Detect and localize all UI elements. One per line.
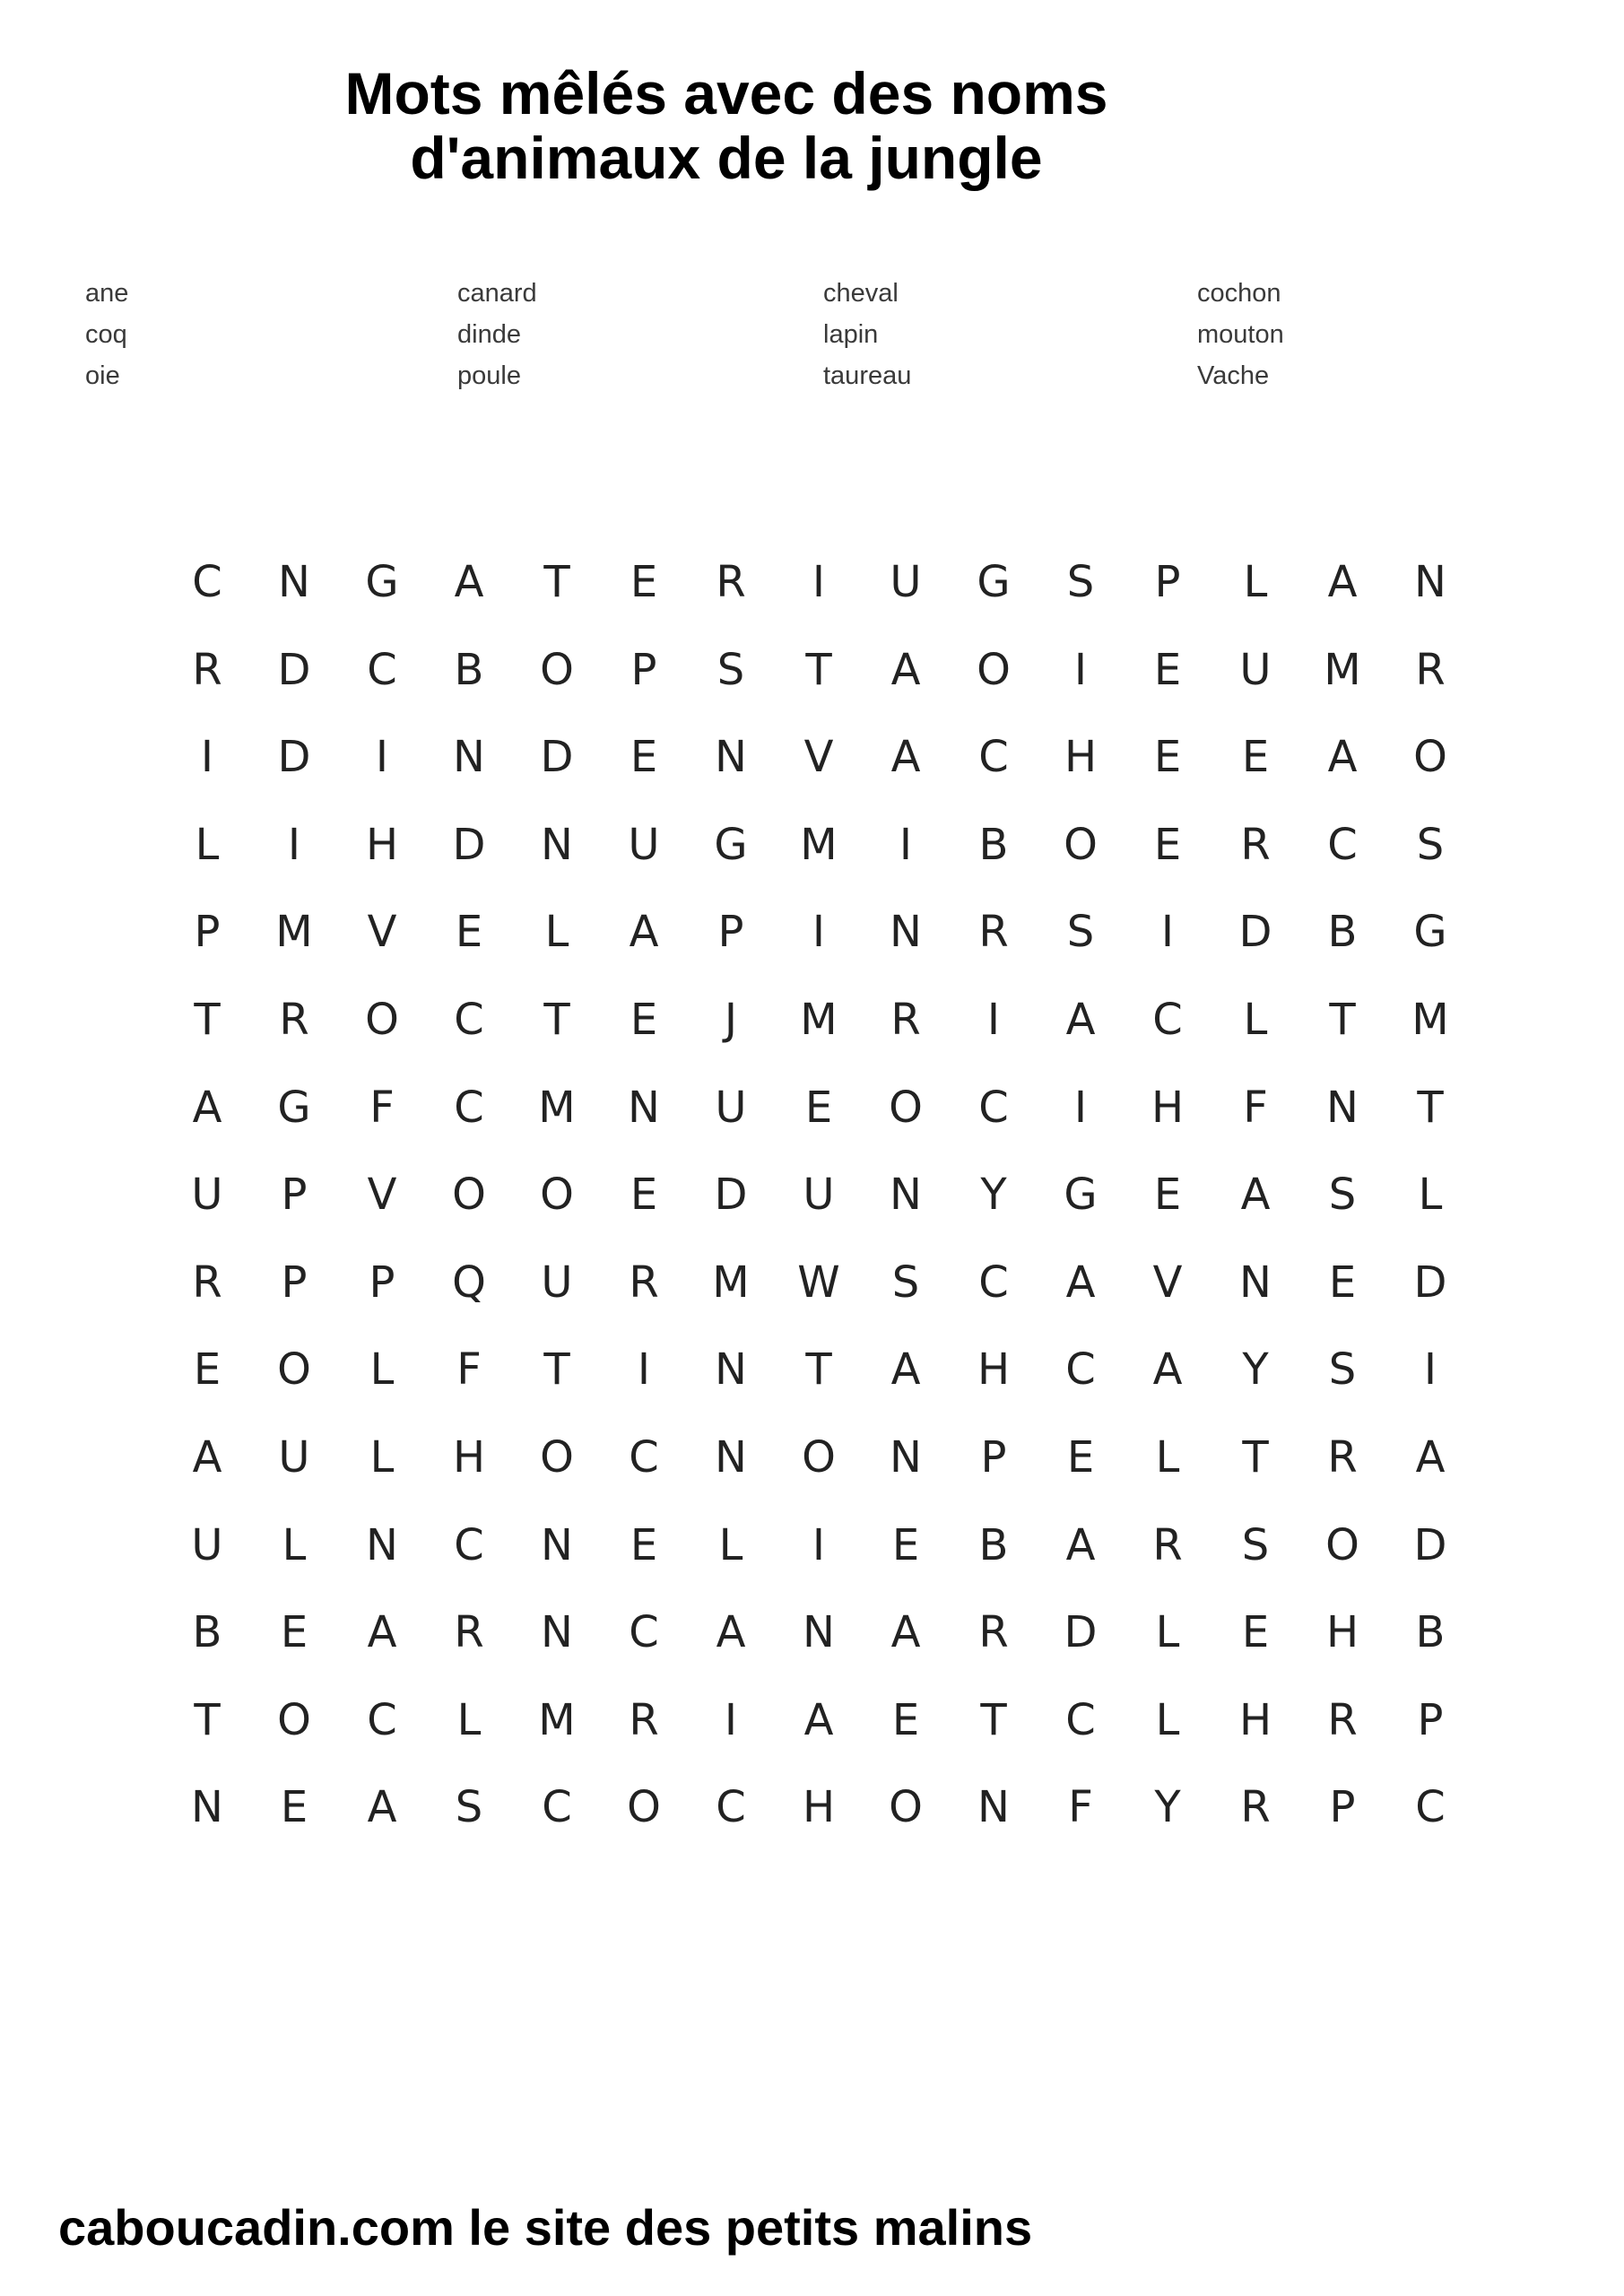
grid-letter: O	[540, 1432, 574, 1483]
word-list-item: lapin	[823, 320, 879, 349]
grid-letter: V	[367, 907, 397, 957]
grid-letter: I	[287, 820, 301, 870]
grid-letter: L	[1418, 1170, 1443, 1220]
grid-letter: O	[277, 1344, 311, 1395]
grid-letter: N	[977, 1782, 1010, 1832]
grid-letter: E	[280, 1782, 308, 1832]
grid-letter: N	[803, 1607, 835, 1657]
grid-letter: F	[369, 1083, 395, 1133]
grid-letter: N	[628, 1083, 660, 1133]
grid-letter: C	[1327, 820, 1358, 870]
grid-letter: C	[454, 1520, 484, 1570]
grid-letter: R	[978, 907, 1009, 957]
word-list-item: mouton	[1197, 320, 1284, 349]
grid-letter: P	[630, 645, 657, 695]
grid-letter: U	[803, 1170, 835, 1220]
grid-letter: C	[716, 1782, 746, 1832]
grid-letter: J	[724, 995, 738, 1045]
word-list-item: ane	[85, 279, 129, 308]
grid-letter: R	[1327, 1695, 1358, 1745]
grid-letter: A	[803, 1695, 834, 1745]
grid-letter: O	[277, 1695, 311, 1745]
grid-letter: T	[543, 557, 570, 607]
grid-letter: L	[456, 1695, 482, 1745]
grid-letter: E	[630, 995, 658, 1045]
grid-letter: A	[367, 1607, 397, 1657]
footer-text: caboucadin.com le site des petits malins	[58, 2199, 1033, 2256]
grid-letter: R	[192, 1257, 222, 1308]
grid-letter: L	[195, 820, 220, 870]
grid-letter: Y	[1154, 1782, 1181, 1832]
grid-letter: E	[1153, 1170, 1182, 1220]
grid-letter: S	[1328, 1344, 1357, 1395]
word-list	[85, 278, 1448, 413]
grid-letter: R	[716, 557, 746, 607]
grid-letter: S	[455, 1782, 483, 1832]
grid-letter: A	[367, 1782, 397, 1832]
grid-letter: U	[191, 1520, 223, 1570]
grid-letter: R	[629, 1695, 659, 1745]
grid-letter: P	[980, 1432, 1007, 1483]
grid-letter: P	[369, 1257, 395, 1308]
grid-letter: D	[714, 1170, 748, 1220]
grid-letter: N	[191, 1782, 223, 1832]
grid-letter: U	[715, 1083, 747, 1133]
grid-letter: G	[277, 1083, 311, 1133]
grid-letter: I	[724, 1695, 738, 1745]
grid-letter: E	[1153, 732, 1182, 782]
grid-letter: O	[365, 995, 399, 1045]
grid-letter: G	[365, 557, 399, 607]
grid-letter: P	[281, 1257, 308, 1308]
grid-letter: L	[1155, 1432, 1180, 1483]
grid-letter: O	[802, 1432, 836, 1483]
grid-letter: S	[1416, 820, 1445, 870]
grid-letter: E	[1153, 820, 1182, 870]
grid-letter: U	[191, 1170, 223, 1220]
grid-letter: Q	[452, 1257, 486, 1308]
grid-letter: R	[1240, 1782, 1271, 1832]
grid-letter: H	[1238, 1695, 1272, 1745]
grid-letter: C	[1065, 1695, 1096, 1745]
grid-letter: T	[1417, 1083, 1444, 1133]
grid-letter: Y	[980, 1170, 1007, 1220]
grid-letter: R	[1415, 645, 1446, 695]
grid-letter: D	[1238, 907, 1272, 957]
word-list-item: oie	[85, 361, 120, 390]
word-list-item: dinde	[457, 320, 521, 349]
grid-letter: C	[978, 1083, 1009, 1133]
grid-letter: A	[1327, 732, 1358, 782]
grid-letter: A	[890, 732, 921, 782]
grid-letter: O	[627, 1782, 661, 1832]
grid-letter: S	[1066, 557, 1095, 607]
grid-letter: M	[800, 995, 838, 1045]
grid-letter: S	[1066, 907, 1095, 957]
grid-letter: A	[1065, 1257, 1096, 1308]
grid-letter: B	[192, 1607, 222, 1657]
grid-letter: A	[1327, 557, 1358, 607]
grid-letter: P	[1154, 557, 1181, 607]
grid-letter: U	[278, 1432, 310, 1483]
grid-letter: B	[1415, 1607, 1446, 1657]
grid-letter: N	[1326, 1083, 1359, 1133]
grid-letter: N	[715, 732, 747, 782]
grid-letter: O	[889, 1083, 923, 1133]
grid-letter: L	[1243, 995, 1268, 1045]
grid-letter: E	[1066, 1432, 1095, 1483]
grid-letter: C	[629, 1432, 659, 1483]
grid-letter: S	[891, 1257, 920, 1308]
grid-letter: D	[1413, 1257, 1447, 1308]
grid-letter: T	[805, 1344, 832, 1395]
grid-letter: A	[629, 907, 659, 957]
grid-letter: R	[890, 995, 921, 1045]
grid-letter: O	[1325, 1520, 1359, 1570]
grid-letter: Y	[1242, 1344, 1269, 1395]
word-list-item: poule	[457, 361, 521, 390]
grid-letter: I	[812, 907, 826, 957]
page-title-line-1: Mots mêlés avec des noms	[344, 60, 1108, 126]
grid-letter: R	[629, 1257, 659, 1308]
grid-letter: C	[978, 732, 1009, 782]
grid-letter: R	[454, 1607, 484, 1657]
page-title	[206, 61, 1246, 190]
grid-letter: W	[797, 1257, 840, 1308]
grid-letter: I	[812, 557, 826, 607]
grid-letter: T	[980, 1695, 1007, 1745]
grid-letter: L	[718, 1520, 743, 1570]
grid-letter: E	[630, 1170, 658, 1220]
grid-letter: A	[890, 1607, 921, 1657]
grid-letter: H	[452, 1432, 486, 1483]
grid-letter: O	[540, 1170, 574, 1220]
letter-grid	[163, 538, 1463, 1861]
grid-letter: L	[1243, 557, 1268, 607]
grid-letter: I	[1073, 645, 1088, 695]
grid-letter: L	[544, 907, 569, 957]
grid-letter: H	[365, 820, 399, 870]
grid-letter: P	[281, 1170, 308, 1220]
grid-letter: A	[716, 1607, 746, 1657]
grid-letter: G	[977, 557, 1011, 607]
grid-letter: A	[192, 1432, 222, 1483]
grid-letter: V	[367, 1170, 397, 1220]
grid-letter: R	[192, 645, 222, 695]
grid-letter: R	[1327, 1432, 1358, 1483]
grid-letter: D	[1064, 1607, 1098, 1657]
word-list-item: canard	[457, 279, 537, 308]
grid-letter: D	[452, 820, 486, 870]
word-list-item: cochon	[1197, 279, 1281, 308]
grid-letter: A	[1152, 1344, 1183, 1395]
grid-letter: L	[369, 1432, 395, 1483]
grid-letter: O	[889, 1782, 923, 1832]
grid-letter: U	[890, 557, 922, 607]
grid-letter: M	[538, 1083, 576, 1133]
grid-letter: E	[280, 1607, 308, 1657]
grid-letter: G	[1413, 907, 1447, 957]
grid-letter: E	[455, 907, 483, 957]
grid-letter: N	[890, 1170, 922, 1220]
grid-letter: T	[543, 995, 570, 1045]
grid-letter: N	[1239, 1257, 1272, 1308]
grid-letter: N	[541, 1520, 573, 1570]
grid-letter: E	[1328, 1257, 1357, 1308]
grid-letter: R	[279, 995, 309, 1045]
grid-letter: R	[1152, 1520, 1183, 1570]
grid-letter: S	[716, 645, 745, 695]
grid-letter: A	[454, 557, 484, 607]
grid-letter: I	[200, 732, 214, 782]
grid-letter: I	[1160, 907, 1175, 957]
grid-letter: N	[890, 907, 922, 957]
grid-letter: C	[367, 645, 397, 695]
grid-letter: A	[890, 645, 921, 695]
grid-letter: F	[1068, 1782, 1093, 1832]
grid-letter: C	[454, 995, 484, 1045]
grid-letter: R	[978, 1607, 1009, 1657]
grid-letter: M	[538, 1695, 576, 1745]
grid-letter: C	[629, 1607, 659, 1657]
grid-letter: I	[1073, 1083, 1088, 1133]
grid-letter: B	[978, 1520, 1009, 1570]
grid-letter: C	[1065, 1344, 1096, 1395]
page-title-line-2: d'animaux de la jungle	[410, 125, 1043, 191]
grid-letter: P	[717, 907, 744, 957]
grid-letter: P	[194, 907, 221, 957]
grid-letter: A	[192, 1083, 222, 1133]
grid-letter: M	[1324, 645, 1361, 695]
grid-letter: H	[1064, 732, 1098, 782]
grid-letter: G	[1064, 1170, 1098, 1220]
grid-letter: M	[800, 820, 838, 870]
grid-letter: E	[891, 1695, 920, 1745]
grid-letter: D	[277, 732, 311, 782]
grid-letter: T	[1242, 1432, 1269, 1483]
grid-letter: R	[1240, 820, 1271, 870]
grid-letter: A	[1065, 995, 1096, 1045]
grid-letter: B	[454, 645, 484, 695]
grid-letter: N	[453, 732, 485, 782]
grid-letter: C	[1415, 1782, 1446, 1832]
grid-letter: U	[1239, 645, 1272, 695]
grid-letter: I	[899, 820, 913, 870]
grid-letter: S	[1328, 1170, 1357, 1220]
grid-letter: C	[542, 1782, 572, 1832]
grid-letter: N	[541, 820, 573, 870]
grid-letter: P	[1329, 1782, 1356, 1832]
word-list-item: taureau	[823, 361, 912, 390]
grid-letter: F	[1243, 1083, 1268, 1133]
grid-letter: E	[891, 1520, 920, 1570]
grid-letter: T	[194, 1695, 221, 1745]
grid-letter: O	[1413, 732, 1447, 782]
grid-letter: V	[803, 732, 834, 782]
grid-letter: U	[628, 820, 660, 870]
grid-letter: D	[1413, 1520, 1447, 1570]
grid-letter: A	[1240, 1170, 1271, 1220]
grid-letter: O	[452, 1170, 486, 1220]
grid-letter: N	[366, 1520, 398, 1570]
grid-letter: T	[1329, 995, 1356, 1045]
grid-letter: L	[282, 1520, 307, 1570]
grid-letter: V	[1152, 1257, 1183, 1308]
grid-letter: M	[1411, 995, 1449, 1045]
grid-letter: E	[630, 557, 658, 607]
grid-letter: M	[712, 1257, 750, 1308]
grid-letter: S	[1241, 1520, 1270, 1570]
grid-letter: I	[375, 732, 389, 782]
grid-letter: T	[194, 995, 221, 1045]
grid-letter: D	[540, 732, 574, 782]
grid-letter: H	[1151, 1083, 1185, 1133]
grid-letter: I	[986, 995, 1001, 1045]
grid-letter: F	[456, 1344, 482, 1395]
grid-letter: N	[890, 1432, 922, 1483]
grid-letter: H	[977, 1344, 1011, 1395]
grid-letter: N	[541, 1607, 573, 1657]
grid-letter: L	[369, 1344, 395, 1395]
grid-letter: N	[278, 557, 310, 607]
grid-letter: E	[193, 1344, 221, 1395]
grid-letter: C	[192, 557, 222, 607]
grid-letter: C	[1152, 995, 1183, 1045]
grid-letter: C	[367, 1695, 397, 1745]
grid-letter: I	[637, 1344, 651, 1395]
grid-letter: O	[540, 645, 574, 695]
grid-letter: C	[978, 1257, 1009, 1308]
grid-letter: I	[812, 1520, 826, 1570]
grid-letter: H	[1325, 1607, 1359, 1657]
grid-letter: N	[715, 1344, 747, 1395]
grid-letter: H	[802, 1782, 836, 1832]
grid-letter: A	[1065, 1520, 1096, 1570]
grid-letter: E	[630, 1520, 658, 1570]
grid-letter: L	[1155, 1607, 1180, 1657]
grid-letter: U	[541, 1257, 573, 1308]
grid-letter: G	[714, 820, 748, 870]
grid-letter: N	[715, 1432, 747, 1483]
grid-letter: A	[1415, 1432, 1446, 1483]
word-list-item: cheval	[823, 279, 899, 308]
grid-letter: E	[1153, 645, 1182, 695]
grid-letter: A	[890, 1344, 921, 1395]
grid-letter: E	[1241, 1607, 1270, 1657]
grid-letter: D	[277, 645, 311, 695]
grid-letter: B	[978, 820, 1009, 870]
grid-letter: O	[977, 645, 1011, 695]
grid-letter: T	[805, 645, 832, 695]
grid-letter: B	[1327, 907, 1358, 957]
word-list-item: coq	[85, 320, 127, 349]
grid-letter: E	[804, 1083, 833, 1133]
grid-letter: M	[275, 907, 313, 957]
grid-letter: P	[1417, 1695, 1444, 1745]
grid-letter: I	[1423, 1344, 1437, 1395]
grid-letter: N	[1414, 557, 1446, 607]
grid-letter: T	[543, 1344, 570, 1395]
grid-letter: L	[1155, 1695, 1180, 1745]
grid-letter: E	[630, 732, 658, 782]
word-list-item: Vache	[1197, 361, 1270, 390]
grid-letter: E	[1241, 732, 1270, 782]
grid-letter: C	[454, 1083, 484, 1133]
grid-letter: O	[1064, 820, 1098, 870]
